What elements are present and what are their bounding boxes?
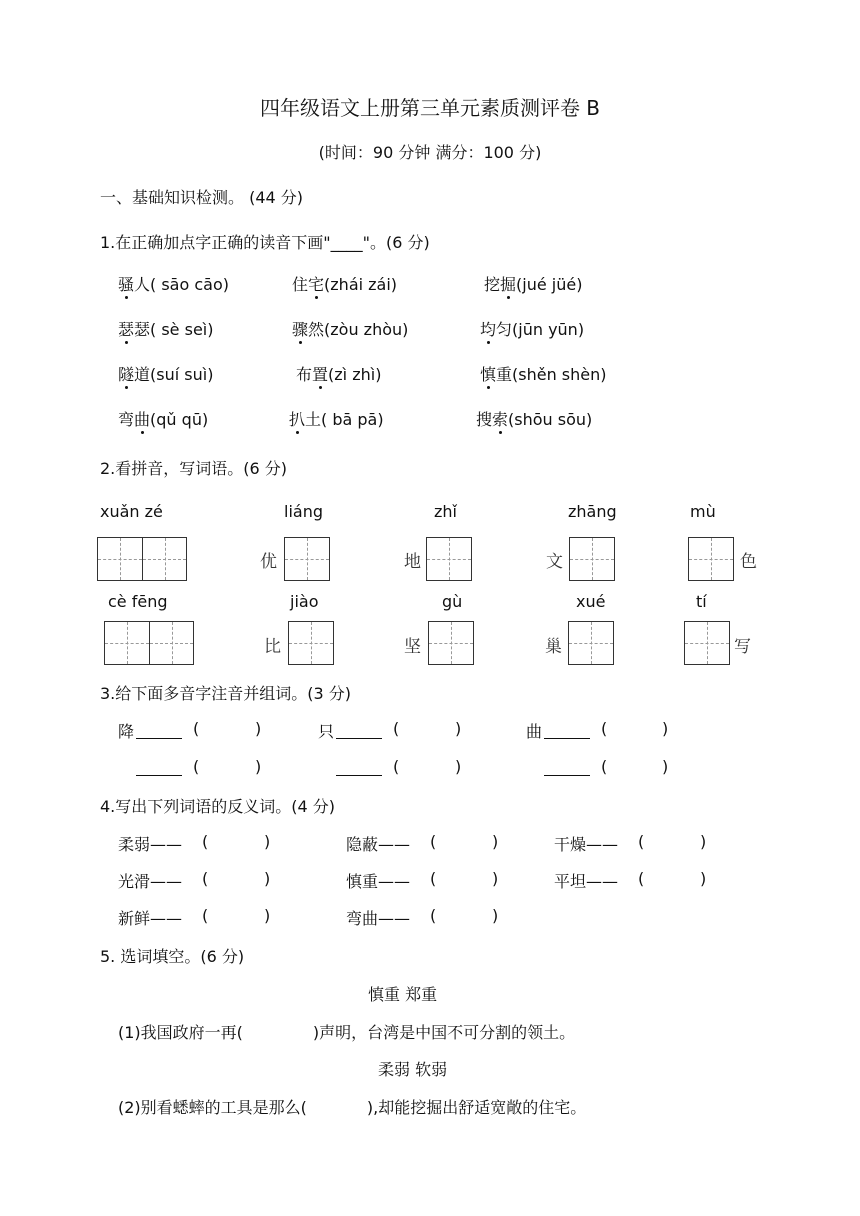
- polyphone-char: 曲: [526, 722, 543, 741]
- antonym-word: 柔弱——: [118, 835, 183, 854]
- pinyin-item: 均匀(jūn yūn): [480, 317, 584, 340]
- pinyin-item: 搜索(shōu sōu): [476, 407, 592, 430]
- antonym-word: 慎重——: [346, 872, 411, 891]
- pinyin-label: mù: [690, 502, 716, 521]
- close-paren: ): [492, 832, 499, 851]
- pinyin-item: 慎重(shěn shèn): [480, 362, 607, 385]
- pinyin-item: 隧道(suí suì): [118, 362, 213, 385]
- antonym-word: 新鲜——: [118, 909, 183, 928]
- question-3-heading: 3.给下面多音字注音并组词。(3 分): [100, 684, 352, 703]
- given-char: 比: [264, 637, 281, 657]
- open-paren: (: [393, 719, 400, 738]
- given-char: 文: [546, 552, 563, 572]
- polyphone-char: 只: [318, 722, 335, 741]
- close-paren: ): [492, 906, 499, 925]
- answer-blank[interactable]: [136, 724, 182, 739]
- question-5-heading: 5. 选词填空。(6 分): [100, 947, 245, 966]
- answer-blank[interactable]: [544, 761, 590, 776]
- writing-grid[interactable]: [428, 621, 474, 665]
- close-paren: ): [255, 757, 262, 776]
- answer-blank[interactable]: [136, 761, 182, 776]
- given-char: 优: [260, 552, 277, 572]
- pinyin-item: 扒土( bā pā): [289, 407, 384, 430]
- open-paren: (: [202, 869, 209, 888]
- answer-blank[interactable]: [336, 761, 382, 776]
- pinyin-label: xuǎn zé: [100, 502, 163, 521]
- writing-grid[interactable]: [288, 621, 334, 665]
- close-paren: ): [264, 869, 271, 888]
- open-paren: (: [202, 832, 209, 851]
- pinyin-label: xué: [576, 592, 606, 611]
- given-char: 坚: [404, 637, 421, 657]
- antonym-word: 光滑——: [118, 872, 183, 891]
- sentence-2: (2)别看蟋蟀的工具是那么( ),却能挖掘出舒适宽敞的住宅。: [118, 1098, 587, 1117]
- word-choices: 慎重 郑重: [368, 985, 438, 1004]
- open-paren: (: [601, 757, 608, 776]
- open-paren: (: [430, 869, 437, 888]
- writing-grid[interactable]: [97, 537, 187, 581]
- pinyin-item: 住宅(zhái zái): [292, 272, 397, 295]
- writing-grid[interactable]: [688, 537, 734, 581]
- open-paren: (: [193, 757, 200, 776]
- open-paren: (: [430, 832, 437, 851]
- answer-blank[interactable]: [336, 724, 382, 739]
- given-char: 地: [404, 552, 421, 572]
- question-4-heading: 4.写出下列词语的反义词。(4 分): [100, 797, 336, 816]
- given-char: 写: [734, 637, 751, 657]
- question-1-heading: 1.在正确加点字正确的读音下画"____"。(6 分): [100, 233, 430, 252]
- open-paren: (: [601, 719, 608, 738]
- antonym-word: 平坦——: [554, 872, 619, 891]
- question-2-heading: 2.看拼音，写词语。(6 分): [100, 459, 288, 478]
- pinyin-label: liáng: [284, 502, 323, 521]
- pinyin-label: zhǐ: [434, 502, 457, 521]
- close-paren: ): [662, 719, 669, 738]
- close-paren: ): [455, 757, 462, 776]
- close-paren: ): [264, 832, 271, 851]
- close-paren: ): [455, 719, 462, 738]
- close-paren: ): [255, 719, 262, 738]
- pinyin-item: 骤然(zòu zhòu): [292, 317, 408, 340]
- page-subtitle: (时间：90 分钟 满分：100 分): [318, 143, 542, 162]
- pinyin-item: 布置(zì zhì): [296, 362, 381, 385]
- sentence-1: (1)我国政府一再( )声明，台湾是中国不可分割的领土。: [118, 1023, 576, 1042]
- open-paren: (: [202, 906, 209, 925]
- answer-blank[interactable]: [544, 724, 590, 739]
- given-char: 色: [740, 552, 757, 572]
- pinyin-label: jiào: [290, 592, 319, 611]
- writing-grid[interactable]: [568, 621, 614, 665]
- polyphone-char: 降: [118, 722, 135, 741]
- open-paren: (: [638, 832, 645, 851]
- antonym-word: 隐蔽——: [346, 835, 411, 854]
- writing-grid[interactable]: [569, 537, 615, 581]
- pinyin-item: 瑟瑟( sè seì): [118, 317, 213, 340]
- pinyin-item: 骚人( sāo cāo): [118, 272, 229, 295]
- close-paren: ): [662, 757, 669, 776]
- open-paren: (: [430, 906, 437, 925]
- pinyin-item: 弯曲(qǔ qū): [118, 407, 208, 430]
- pinyin-item: 挖掘(jué jüé): [484, 272, 582, 295]
- pinyin-label: gù: [442, 592, 463, 611]
- antonym-word: 弯曲——: [346, 909, 411, 928]
- open-paren: (: [638, 869, 645, 888]
- given-char: 巢: [545, 637, 562, 657]
- pinyin-label: zhāng: [568, 502, 617, 521]
- page-title: 四年级语文上册第三单元素质测评卷 B: [259, 96, 601, 120]
- close-paren: ): [700, 832, 707, 851]
- section-heading: 一、基础知识检测。 (44 分): [100, 188, 304, 207]
- antonym-word: 干燥——: [554, 835, 619, 854]
- close-paren: ): [264, 906, 271, 925]
- close-paren: ): [700, 869, 707, 888]
- pinyin-label: tí: [696, 592, 707, 611]
- open-paren: (: [193, 719, 200, 738]
- open-paren: (: [393, 757, 400, 776]
- writing-grid[interactable]: [104, 621, 194, 665]
- writing-grid[interactable]: [684, 621, 730, 665]
- close-paren: ): [492, 869, 499, 888]
- pinyin-label: cè fēng: [108, 592, 168, 611]
- writing-grid[interactable]: [284, 537, 330, 581]
- word-choices: 柔弱 软弱: [378, 1060, 448, 1079]
- writing-grid[interactable]: [426, 537, 472, 581]
